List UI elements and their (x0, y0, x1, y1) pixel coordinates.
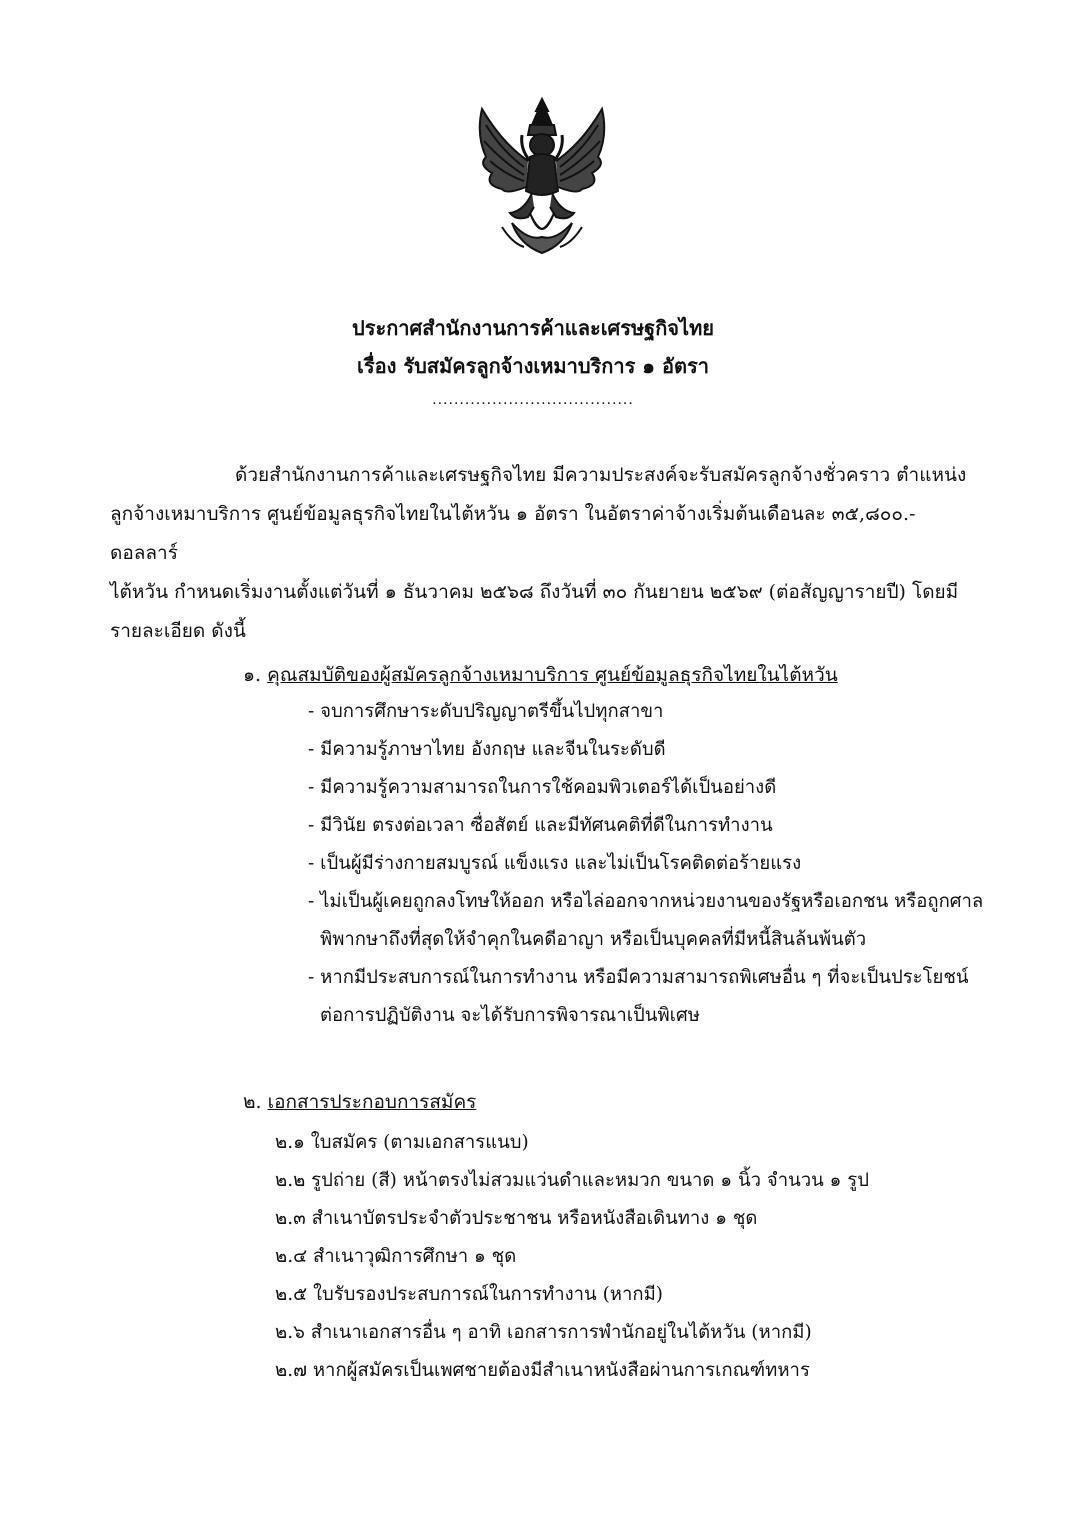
intro-line: ด้วยสำนักงานการค้าและเศรษฐกิจไทย มีความประสงค์จะรับสมัครลูกจ้างชั่วคราว ตำแหน่ง (235, 464, 967, 486)
announcement-subject: เรื่อง รับสมัครลูกจ้างเหมาบริการ ๑ อัตรา (357, 354, 709, 378)
list-item: ต่อการปฏิบัติงาน จะได้รับการพิจารณาเป็นพิเศษ (320, 1005, 700, 1026)
list-item: - เป็นผู้มีร่างกายสมบูรณ์ แข็งแรง และไม่เป็นโรคติดต่อร้ายแรง (308, 853, 802, 874)
section1-title: คุณสมบัติของผู้สมัครลูกจ้างเหมาบริการ ศูนย์ข้อมูลธุรกิจไทยในไต้หวัน (267, 664, 838, 686)
list-item: - จบการศึกษาระดับปริญญาตรีขึ้นไปทุกสาขา (308, 701, 664, 722)
list-item: ๒.๖ สำเนาเอกสารอื่น ๆ อาทิ เอกสารการพำนักอยู่ในไต้หวัน (หากมี) (275, 1322, 812, 1343)
intro-line: รายละเอียด ดังนี้ (110, 620, 246, 642)
qualification-list (308, 693, 998, 1035)
intro-paragraph (110, 456, 970, 651)
list-item: ๒.๓ สำเนาบัตรประจำตัวประชาชน หรือหนังสือเดินทาง ๑ ชุด (275, 1208, 758, 1229)
section1-number: ๑. (243, 664, 262, 686)
list-item: ๒.๗ หากผู้สมัครเป็นเพศชายต้องมีสำเนาหนังสือผ่านการเกณฑ์ทหาร (275, 1360, 810, 1381)
section2-title: เอกสารประกอบการสมัคร (267, 1091, 477, 1113)
section2-heading (243, 1087, 476, 1117)
list-item: - มีความรู้ความสามารถในการใช้คอมพิวเตอร์ได้เป็นอย่างดี (308, 777, 777, 798)
intro-line: ไต้หวัน กำหนดเริ่มงานตั้งแต่วันที่ ๑ ธันวาคม ๒๕๖๘ ถึงวันที่ ๓๐ กันยายน ๒๕๖๙ (ต่อสัญญารายปี) โดยมี (110, 581, 959, 603)
list-item: - มีวินัย ตรงต่อเวลา ซื่อสัตย์ และมีทัศนคติที่ดีในการทำงาน (308, 815, 773, 836)
section1-heading (243, 660, 838, 690)
list-item: ๒.๕ ใบรับรองประสบการณ์ในการทำงาน (หากมี) (275, 1284, 663, 1305)
list-item: พิพากษาถึงที่สุดให้จำคุกในคดีอาญา หรือเป็นบุคคลที่มีหนี้สินล้นพ้นตัว (320, 929, 867, 950)
list-item: - หากมีประสบการณ์ในการทำงาน หรือมีความสามารถพิเศษอื่น ๆ ที่จะเป็นประโยชน์ (308, 967, 969, 988)
intro-line: ลูกจ้างเหมาบริการ ศูนย์ข้อมูลธุรกิจไทยในไต้หวัน ๑ อัตรา ในอัตราค่าจ้างเริ่มต้นเดือนละ ๓๕,๘๐๐.- ดอลลาร์ (110, 503, 916, 564)
list-item: - ไม่เป็นผู้เคยถูกลงโทษให้ออก หรือไล่ออกจากหน่วยงานของรัฐหรือเอกชน หรือถูกศาล (308, 891, 984, 912)
list-item: - มีความรู้ภาษาไทย อังกฤษ และจีนในระดับดี (308, 739, 666, 760)
announcement-title: ประกาศสำนักงานการค้าและเศรษฐกิจไทย (352, 316, 714, 340)
section2-number: ๒. (243, 1091, 262, 1113)
list-item: ๒.๔ สำเนาวุฒิการศึกษา ๑ ชุด (275, 1246, 517, 1267)
garuda-emblem-icon (472, 95, 612, 265)
dotted-separator: ..................................... (432, 392, 634, 408)
list-item: ๒.๑ ใบสมัคร (ตามเอกสารแนบ) (275, 1132, 529, 1153)
documents-list (275, 1124, 975, 1390)
list-item: ๒.๒ รูปถ่าย (สี) หน้าตรงไม่สวมแว่นดำและหมวก ขนาด ๑ นิ้ว จำนวน ๑ รูป (275, 1170, 869, 1191)
